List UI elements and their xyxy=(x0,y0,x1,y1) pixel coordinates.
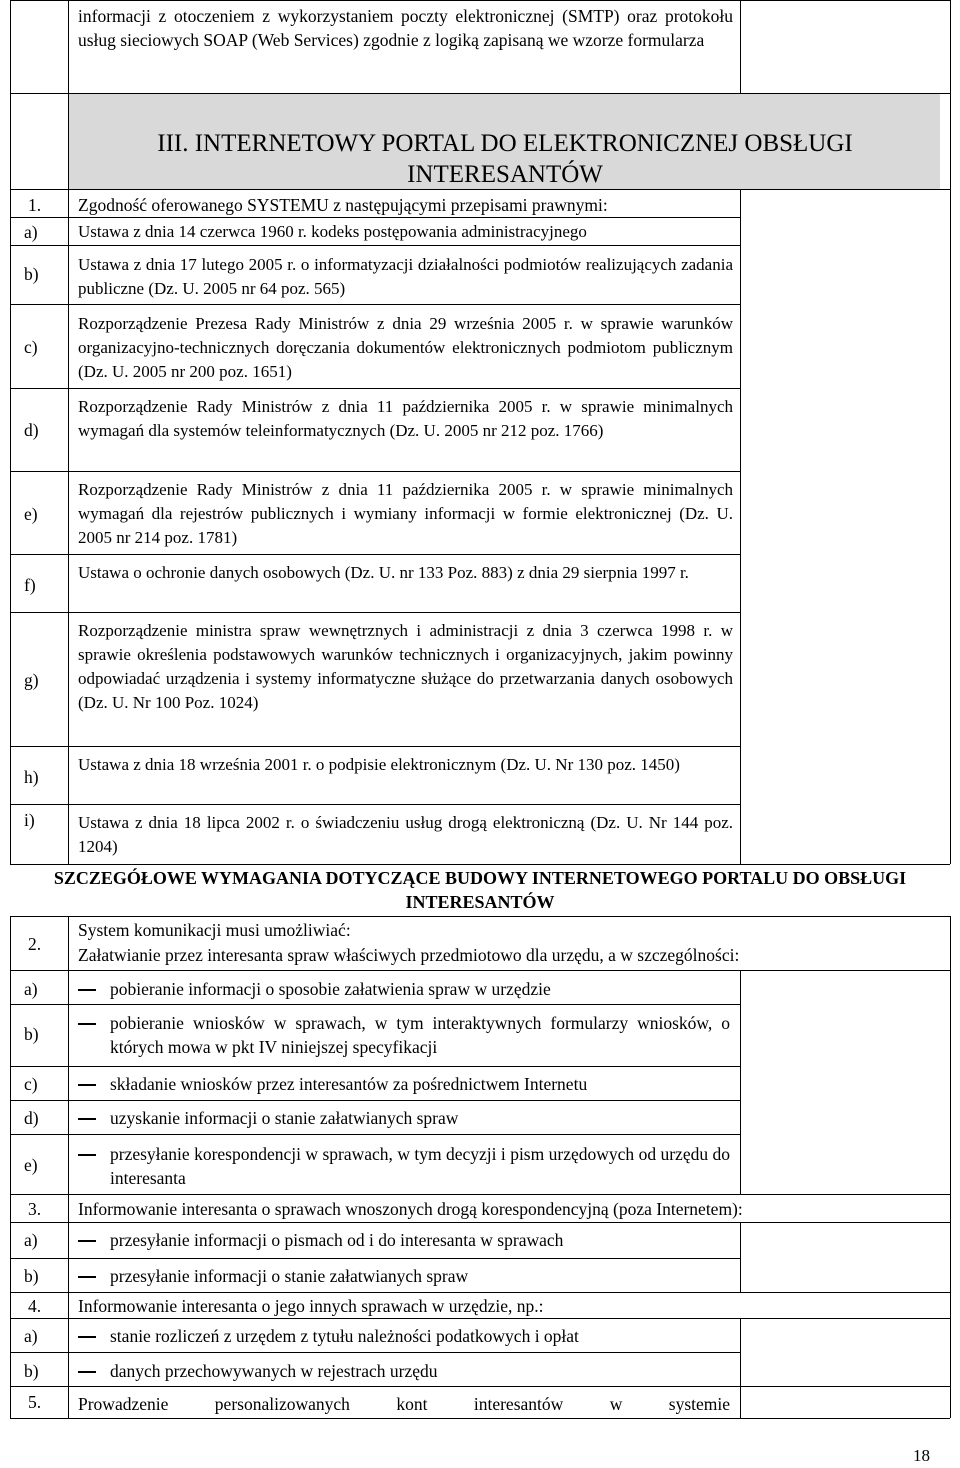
row-label: a) xyxy=(24,222,38,242)
dash-bullet xyxy=(78,1084,96,1086)
rule xyxy=(950,1194,951,1222)
rule xyxy=(10,1258,740,1259)
item-text: System komunikacji musi umożliwiać: xyxy=(78,920,351,940)
dash-bullet xyxy=(78,989,96,991)
row-text: przesyłanie informacji o pismach od i do interesanta w sprawach xyxy=(110,1230,564,1250)
rule xyxy=(68,0,69,864)
row-label: a) xyxy=(24,1230,38,1250)
row-text: Ustawa o ochronie danych osobowych (Dz. U. nr 133 Poz. 883) z dnia 29 sierpnia 1997 r. xyxy=(78,563,689,582)
row-text: Ustawa z dnia 14 czerwca 1960 r. kodeks postępowania administracyjnego xyxy=(78,222,587,241)
row-text: Ustawa z dnia 18 września 2001 r. o podpisie elektronicznym (Dz. U. Nr 130 poz. 1450) xyxy=(78,755,680,774)
rule xyxy=(950,1292,951,1318)
rule xyxy=(10,1222,950,1223)
row-text: Ustawa z dnia 18 lipca 2002 r. o świadczeniu usług drogą elektroniczną (Dz. U. Nr 144 poz. 1204) xyxy=(78,813,733,856)
rule xyxy=(10,554,740,555)
rule xyxy=(10,1004,740,1005)
rule xyxy=(10,916,950,917)
rule xyxy=(10,1292,950,1293)
row-label: d) xyxy=(24,1108,39,1128)
rule xyxy=(10,864,950,865)
rule xyxy=(740,970,741,1194)
dash-bullet xyxy=(78,1023,96,1025)
row-label: c) xyxy=(24,1074,38,1094)
rule xyxy=(10,970,950,971)
rule xyxy=(10,304,740,305)
item-number: 3. xyxy=(28,1199,42,1219)
row-text: Rozporządzenie Rady Ministrów z dnia 11 października 2005 r. w sprawie minimalnych wymagań dla systemów teleinformatycznych (Dz. U. 2005 nr 212 poz. 1766) xyxy=(78,397,733,440)
row-text: pobieranie informacji o sposobie załatwienia spraw w urzędzie xyxy=(110,979,551,999)
dash-bullet xyxy=(78,1118,96,1120)
row-label: b) xyxy=(24,1266,39,1286)
row-label: c) xyxy=(24,337,38,357)
row-label: i) xyxy=(24,810,35,830)
rule xyxy=(10,1194,950,1195)
rule xyxy=(10,93,950,94)
row-label: e) xyxy=(24,1155,38,1175)
row-label: g) xyxy=(24,670,39,690)
item-number: 5. xyxy=(28,1392,42,1412)
row-text: składanie wniosków przez interesantów za pośrednictwem Internetu xyxy=(110,1074,588,1094)
top-cell-text: informacji z otoczeniem z wykorzystaniem poczty elektronicznej (SMTP) oraz protokołu usług sieciowych SOAP (Web Services) zgodnie z logiką zapisaną we wzorze formularza xyxy=(78,6,733,50)
row-label: d) xyxy=(24,420,39,440)
rule xyxy=(10,1418,950,1419)
item-text: Załatwianie przez interesanta spraw właściwych przedmiotowo dla urzędu, a w szczególności: xyxy=(78,945,740,965)
rule xyxy=(10,612,740,613)
row-text: danych przechowywanych w rejestrach urzędu xyxy=(110,1361,438,1381)
row-text: Rozporządzenie Rady Ministrów z dnia 11 października 2005 r. w sprawie minimalnych wymagań dla rejestrów publicznych i wymiany informacji w formie elektronicznej (Dz. U. 2005 nr 214 poz. 1781) xyxy=(78,480,733,547)
rule xyxy=(10,804,740,805)
item-number: 1. xyxy=(28,195,42,215)
dash-bullet xyxy=(78,1240,96,1242)
rule xyxy=(10,746,740,747)
row-text: przesyłanie informacji o stanie załatwianych spraw xyxy=(110,1266,469,1286)
row-text: Rozporządzenie Prezesa Rady Ministrów z dnia 29 września 2005 r. w sprawie warunków organizacyjno-technicznych doręczania dokumentów elektronicznych podmiotom publicznym (Dz. U. 2005 nr 200 poz. 1651) xyxy=(78,314,733,381)
dash-bullet xyxy=(78,1371,96,1373)
row-label: a) xyxy=(24,1326,38,1346)
rule xyxy=(10,0,950,1)
row-text: pobieranie wniosków w sprawach, w tym interaktywnych formularzy wniosków, o których mowa w pkt IV niniejszej specyfikacji xyxy=(110,1013,730,1057)
rule xyxy=(10,217,740,218)
dash-bullet xyxy=(78,1276,96,1278)
page-number: 18 xyxy=(913,1446,930,1465)
rule xyxy=(740,1222,741,1292)
rule xyxy=(10,1100,740,1101)
row-label: h) xyxy=(24,767,39,787)
rule xyxy=(10,471,740,472)
row-label: a) xyxy=(24,979,38,999)
rule xyxy=(10,916,11,1418)
row-text: Ustawa z dnia 17 lutego 2005 r. o informatyzacji działalności podmiotów realizujących zadania publiczne (Dz. U. 2005 nr 64 poz. 565) xyxy=(78,255,733,298)
dash-bullet xyxy=(78,1336,96,1338)
item-text: Informowanie interesanta o sprawach wnoszonych drogą korespondencyjną (poza Internetem): xyxy=(78,1199,743,1219)
rule xyxy=(10,1318,950,1319)
rule xyxy=(10,1066,740,1067)
rule xyxy=(68,916,69,1418)
rule xyxy=(10,245,740,246)
rule xyxy=(740,189,741,864)
rule xyxy=(740,0,741,93)
item-number: 2. xyxy=(28,934,42,954)
row-text: stanie rozliczeń z urzędem z tytułu należności podatkowych i opłat xyxy=(110,1326,579,1346)
rule xyxy=(950,916,951,1418)
rule xyxy=(10,0,11,864)
row-label: b) xyxy=(24,1361,39,1381)
item-text: Informowanie interesanta o jego innych sprawach w urzędzie, np.: xyxy=(78,1296,544,1316)
row-label: b) xyxy=(24,264,39,284)
item-text: Prowadzenie personalizowanych kont interesantów w systemie xyxy=(78,1394,730,1414)
section-heading: III. INTERNETOWY PORTAL DO ELEKTRONICZNEJ OBSŁUGI INTERESANTÓW xyxy=(157,130,853,188)
rule xyxy=(10,1386,950,1387)
dash-bullet xyxy=(78,1154,96,1156)
rule xyxy=(10,1134,740,1135)
row-label: e) xyxy=(24,504,38,524)
rule xyxy=(10,388,740,389)
item-number: 4. xyxy=(28,1296,42,1316)
row-text: Rozporządzenie ministra spraw wewnętrznych i administracji z dnia 3 czerwca 1998 r. w sprawie określenia podstawowych warunków technicznych i organizacyjnych, jakim powinny odpowiadać urządzenia i systemy informatyczne służące do przetwarzania danych osobowych (Dz. U. Nr 100 Poz. 1024) xyxy=(78,621,733,712)
rule xyxy=(950,0,951,864)
rule xyxy=(10,1352,740,1353)
rule xyxy=(740,1318,741,1418)
row-text: przesyłanie korespondencji w sprawach, w tym decyzji i pism urzędowych od urzędu do interesanta xyxy=(110,1144,730,1188)
row-label: b) xyxy=(24,1024,39,1044)
item-text: Zgodność oferowanego SYSTEMU z następującymi przepisami prawnymi: xyxy=(78,195,608,215)
detail-heading: SZCZEGÓŁOWE WYMAGANIA DOTYCZĄCE BUDOWY INTERNETOWEGO PORTALU DO OBSŁUGI INTERESANTÓW xyxy=(53,868,907,912)
row-label: f) xyxy=(24,575,36,595)
row-text: uzyskanie informacji o stanie załatwianych spraw xyxy=(110,1108,459,1128)
